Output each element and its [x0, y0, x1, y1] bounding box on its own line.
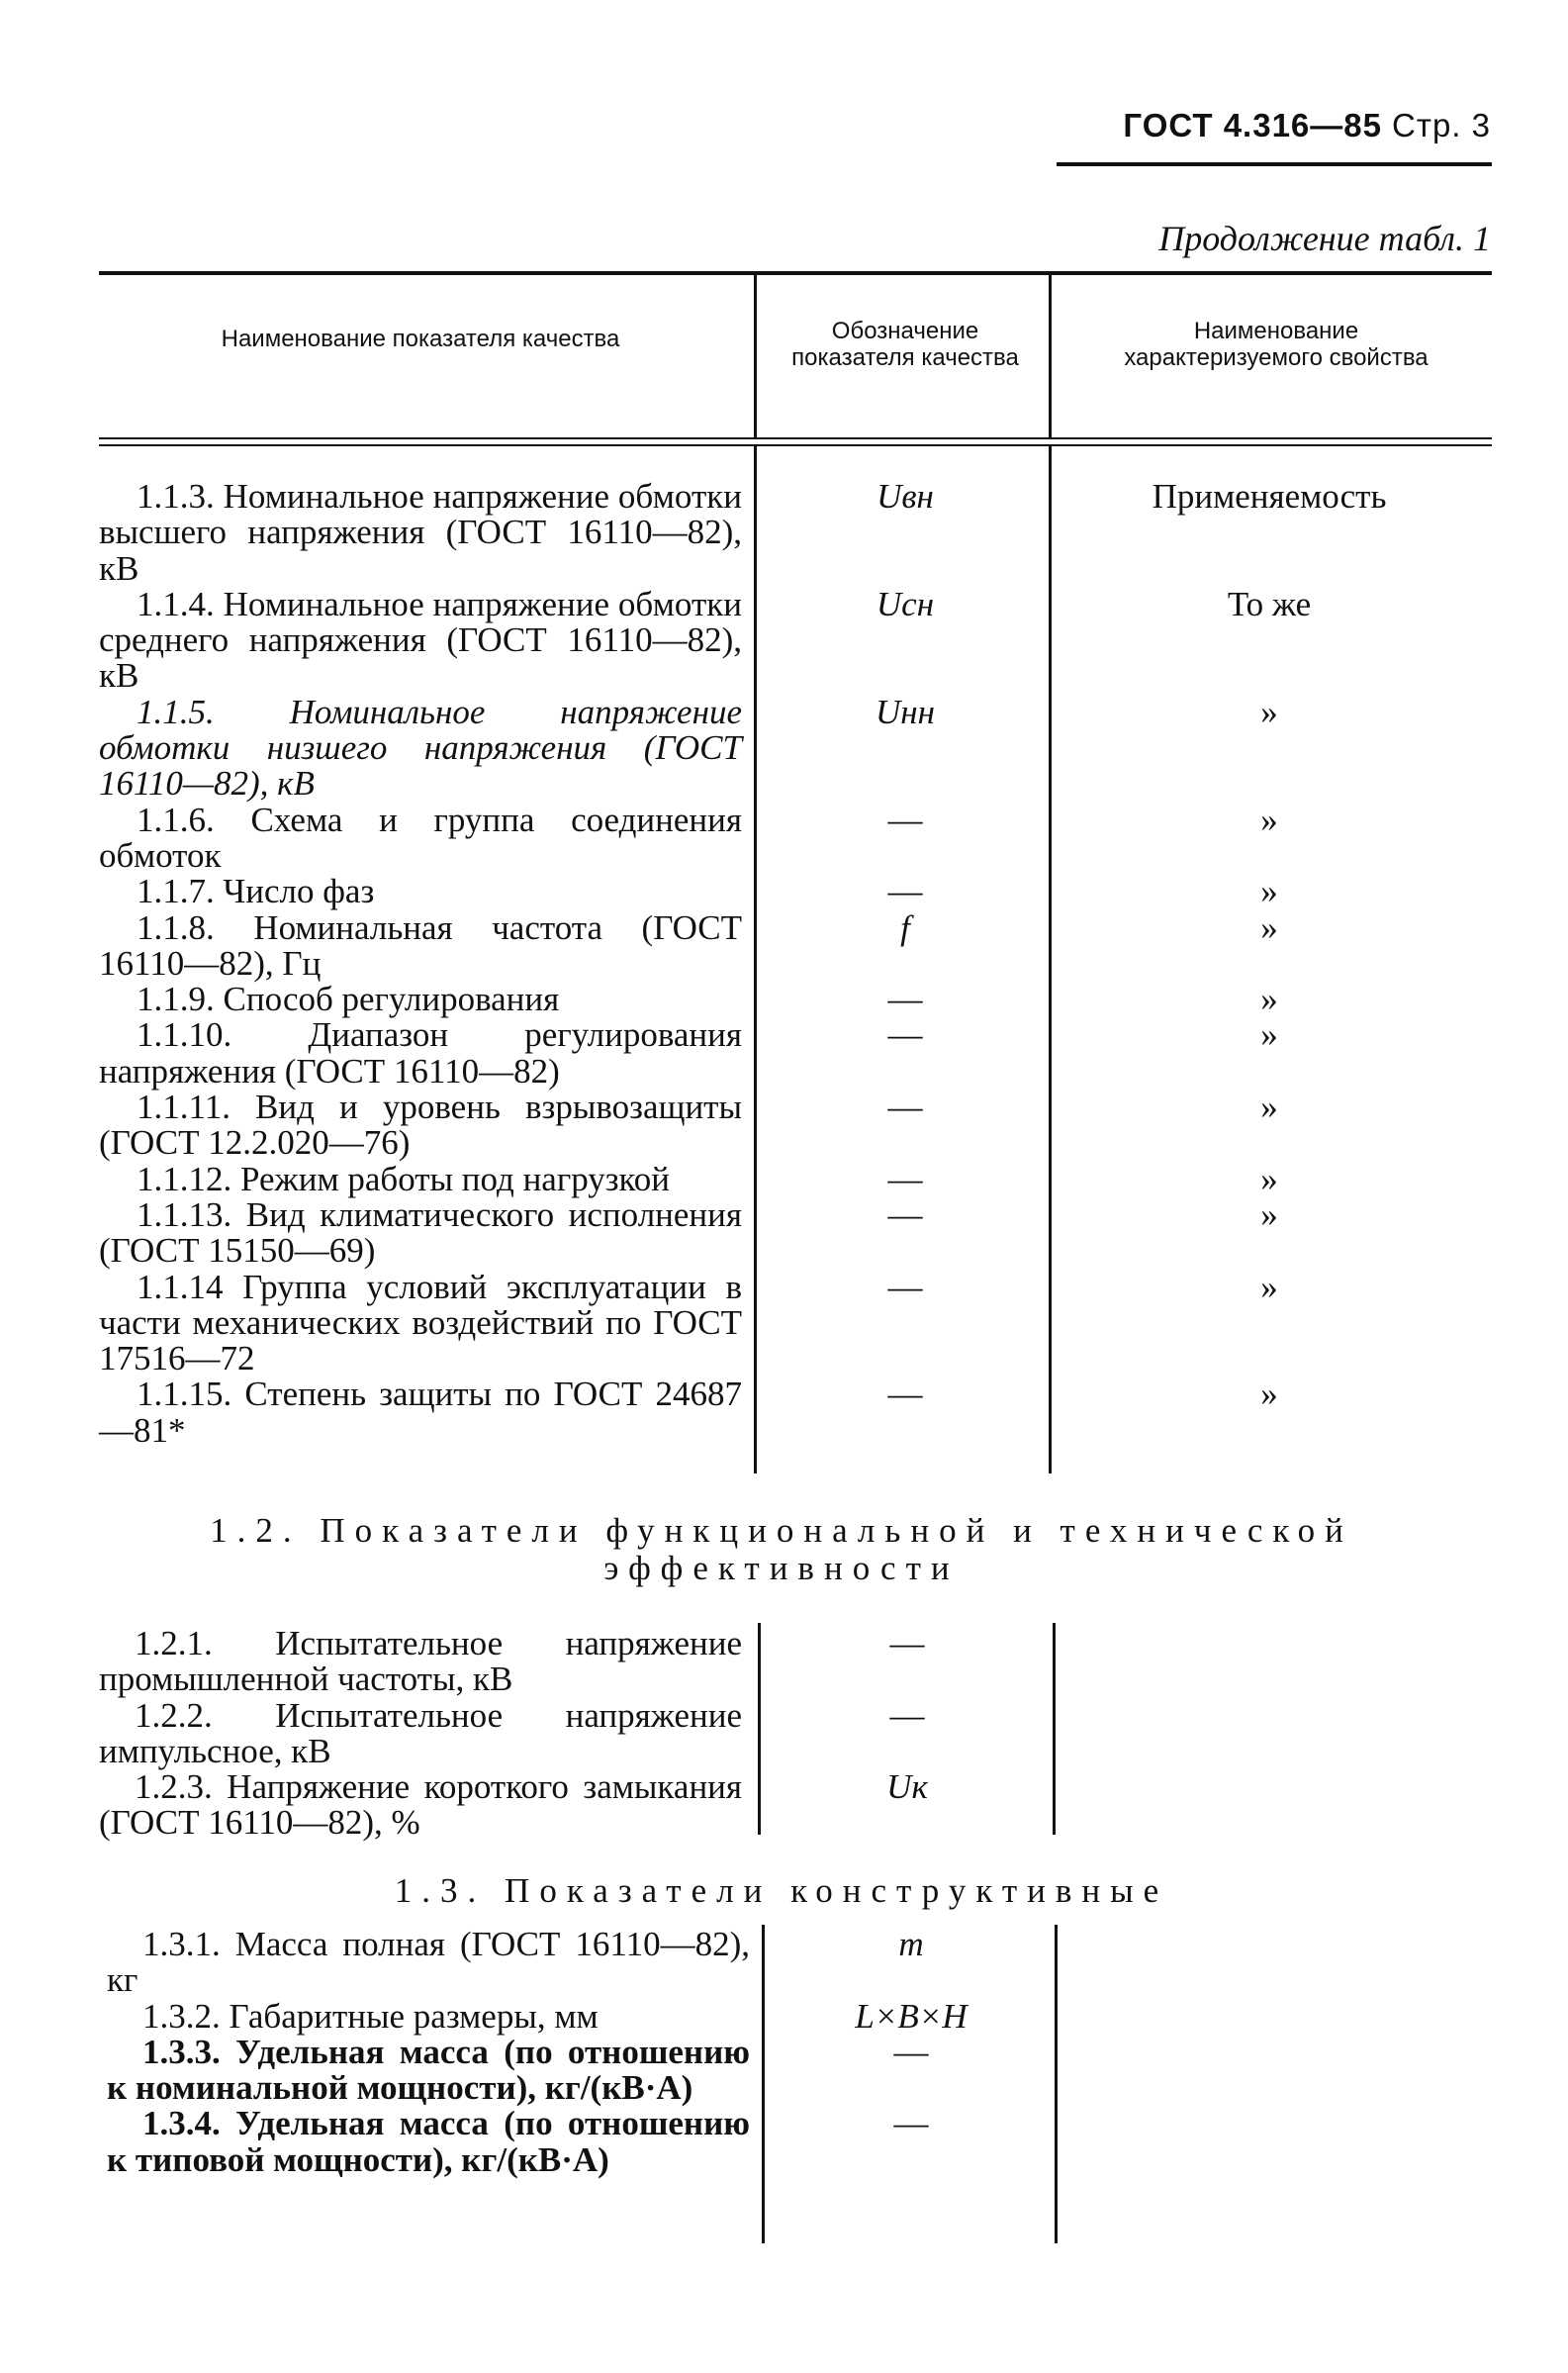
- table-row: [99, 1695, 925, 1770]
- section3-divider-2: [1055, 1925, 1058, 2243]
- indicator-symbol: —: [887, 1267, 923, 1306]
- indicator-symbol: Uнн: [875, 692, 935, 731]
- indicator-name: 1.2.2. Испытательное напряжение импульсное, кВ: [99, 1695, 742, 1770]
- indicator-name: 1.1.5. Номинальное напряжение обмотки низшего напряжения (ГОСТ 16110—82), кВ: [99, 692, 742, 804]
- column-header-property: Наименование характеризуемого свойства: [1124, 318, 1429, 371]
- indicator-property: »: [1260, 872, 1278, 911]
- table-header-rule-1: [99, 437, 1492, 439]
- column-divider-1-head: [754, 275, 757, 437]
- indicator-symbol: —: [887, 1375, 923, 1414]
- indicator-property: »: [1260, 800, 1278, 839]
- indicator-property: »: [1260, 692, 1278, 731]
- indicator-symbol: —: [887, 800, 923, 839]
- table-header-rule-2: [99, 444, 1492, 446]
- indicator-name: 1.1.15. Степень защиты по ГОСТ 24687—81*: [99, 1375, 742, 1450]
- indicator-symbol: —: [887, 1159, 923, 1198]
- table-row: [107, 1996, 968, 2036]
- section3-rows: [107, 1925, 968, 2179]
- indicator-name: 1.1.11. Вид и уровень взрывозащиты (ГОСТ 12.2.020—76): [99, 1088, 742, 1163]
- table-row: [99, 1375, 1278, 1450]
- indicator-symbol: f: [900, 907, 910, 947]
- table-row: [99, 800, 1278, 875]
- indicator-property: »: [1260, 980, 1278, 1019]
- table-row: [99, 1159, 1278, 1198]
- indicator-name: 1.1.13. Вид климатического исполнения (ГОСТ 15150—69): [99, 1194, 742, 1271]
- indicator-name: 1.1.9. Способ регулирования: [137, 980, 560, 1019]
- indicator-name: 1.3.1. Масса полная (ГОСТ 16110—82), кг: [107, 1925, 750, 2000]
- indicator-name: 1.1.4. Номинальное напряжение обмотки среднего напряжения (ГОСТ 16110—82), кВ: [99, 584, 742, 696]
- page-header: [1123, 107, 1491, 144]
- indicator-name: 1.1.12. Режим работы под нагрузкой: [137, 1159, 671, 1198]
- indicator-property: »: [1260, 1375, 1278, 1414]
- indicator-symbol: —: [893, 2104, 929, 2143]
- table-row: [107, 2104, 929, 2179]
- indicator-name: 1.1.8. Номинальная частота (ГОСТ 16110—82), Гц: [99, 907, 742, 983]
- indicator-symbol: —: [887, 1015, 923, 1055]
- table-row: [107, 2032, 929, 2108]
- indicator-symbol: Uвн: [876, 477, 934, 516]
- indicator-symbol: —: [893, 2032, 929, 2071]
- indicator-property: »: [1260, 907, 1278, 947]
- table-row: [99, 980, 1278, 1019]
- indicator-symbol: —: [887, 1088, 923, 1127]
- indicator-symbol: —: [889, 1624, 925, 1662]
- table-row: [99, 1194, 1278, 1271]
- section-title-functional-cont: эффективности: [603, 1549, 960, 1587]
- table-row: [99, 1767, 928, 1843]
- indicator-symbol: —: [887, 1194, 923, 1234]
- indicator-symbol: —: [887, 872, 923, 911]
- header-rule: [1057, 162, 1492, 166]
- table-row: [99, 692, 1278, 804]
- section3-divider-1: [762, 1925, 765, 2243]
- indicator-name: 1.1.3. Номинальное напряжение обмотки высшего напряжения (ГОСТ 16110—82), кВ: [99, 477, 742, 588]
- indicator-property: То же: [1227, 584, 1312, 623]
- indicator-name: 1.3.2. Габаритные размеры, мм: [142, 1996, 599, 2036]
- table-row: [99, 1267, 1278, 1378]
- indicator-property: Применяемость: [1152, 477, 1387, 516]
- table-row: [99, 1088, 1278, 1163]
- section-title-functional: 1.2. Показатели функциональной и технической: [210, 1511, 1353, 1550]
- page-number: Стр. 3: [1392, 107, 1491, 143]
- indicator-property: »: [1260, 1159, 1278, 1198]
- indicator-symbol: L×B×H: [855, 1996, 968, 2036]
- table-row: [107, 1925, 924, 2000]
- table-row: [99, 1624, 925, 1699]
- column-divider-2-head: [1049, 275, 1052, 437]
- table-row: [99, 584, 1312, 696]
- indicator-name: 1.2.1. Испытательное напряжение промышленной частоты, кВ: [99, 1624, 742, 1699]
- table-continuation-label: Продолжение табл. 1: [1158, 219, 1491, 258]
- section1-rows: [99, 477, 1387, 1450]
- indicator-symbol: m: [898, 1925, 924, 1963]
- standard-number: ГОСТ 4.316—85: [1123, 107, 1382, 143]
- indicator-symbol: —: [889, 1695, 925, 1735]
- indicator-name: 1.1.6. Схема и группа соединения обмоток: [99, 800, 742, 875]
- indicator-symbol: —: [887, 980, 923, 1019]
- indicator-property: »: [1260, 1267, 1278, 1306]
- indicator-property: »: [1260, 1015, 1278, 1055]
- table-row: [99, 907, 1278, 983]
- table-row: [99, 477, 1387, 588]
- table-row: [99, 872, 1278, 911]
- section-title-constructive: 1.3. Показатели конструктивные: [394, 1871, 1169, 1910]
- indicator-property: »: [1260, 1088, 1278, 1127]
- indicator-name: 1.3.3. Удельная масса (по отношению к номинальной мощности), кг/(кВ·А): [107, 2032, 750, 2108]
- indicator-property: »: [1260, 1194, 1278, 1234]
- table-row: [99, 1015, 1278, 1091]
- indicator-name: 1.1.14 Группа условий эксплуатации в части механических воздействий по ГОСТ 17516—72: [99, 1267, 742, 1378]
- indicator-name: 1.3.4. Удельная масса (по отношению к типовой мощности), кг/(кВ·А): [107, 2104, 750, 2179]
- column-header-symbol: Обозначение показателя качества: [791, 318, 1019, 371]
- indicator-name: 1.1.10. Диапазон регулирования напряжения (ГОСТ 16110—82): [99, 1015, 742, 1091]
- indicator-name: 1.2.3. Напряжение короткого замыкания (ГОСТ 16110—82), %: [99, 1767, 742, 1843]
- indicator-symbol: Uсн: [876, 584, 935, 623]
- column-header-name: Наименование показателя качества: [221, 326, 620, 352]
- section2-rows: [99, 1624, 928, 1843]
- table-top-rule: [99, 271, 1492, 275]
- indicator-name: 1.1.7. Число фаз: [137, 872, 375, 911]
- indicator-symbol: Uк: [886, 1767, 928, 1807]
